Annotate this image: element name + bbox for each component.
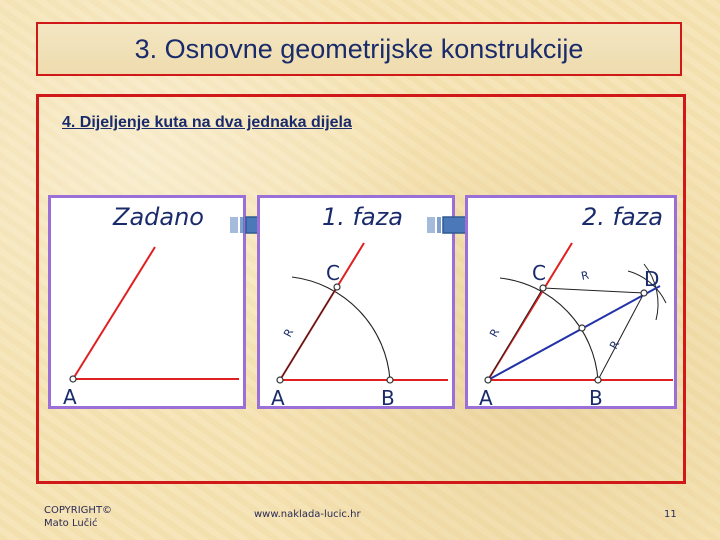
point-a [485, 377, 491, 383]
given-angle-figure [51, 198, 243, 406]
copyright-line-1: COPYRIGHT© [44, 505, 113, 516]
label-b: B [589, 386, 603, 406]
line-c-d [543, 288, 644, 293]
caption-phase-1: 1. faza [322, 203, 403, 231]
page-number: 11 [664, 509, 677, 520]
label-d: D [644, 267, 660, 291]
caption-phase-2: 2. faza [582, 203, 663, 231]
panel-phase-2 [465, 195, 677, 409]
label-c: C [326, 261, 340, 285]
point-c [540, 285, 546, 291]
caption-given: Zadano [113, 203, 204, 231]
point-a [277, 377, 283, 383]
title-box [36, 22, 682, 76]
arc-r [292, 277, 390, 380]
phase1-figure [260, 198, 452, 406]
label-c: C [532, 261, 546, 285]
footer-url[interactable]: www.naklada-lucic.hr [254, 509, 361, 520]
panel-given [48, 195, 246, 409]
label-b: B [381, 386, 395, 406]
label-a: A [63, 385, 77, 406]
label-r1: R [487, 326, 503, 340]
bisector-line [488, 286, 660, 380]
point-midpoint [579, 325, 585, 331]
label-r: R [281, 326, 297, 340]
copyright-line-2: Mato Lučić [44, 518, 98, 529]
label-a: A [479, 386, 493, 406]
label-r2: R [579, 268, 591, 283]
phase2-figure [468, 198, 674, 406]
label-r3: R [607, 338, 623, 352]
point-a [70, 376, 76, 382]
footer-copyright [44, 504, 112, 530]
point-b [595, 377, 601, 383]
point-b [387, 377, 393, 383]
section-subtitle: 4. Dijeljenje kuta na dva jednaka dijela [62, 114, 352, 131]
ray-oblique [73, 247, 155, 379]
line-b-d [598, 293, 644, 380]
label-a: A [271, 386, 285, 406]
slide-title: 3. Osnovne geometrijske konstrukcije [134, 33, 584, 64]
